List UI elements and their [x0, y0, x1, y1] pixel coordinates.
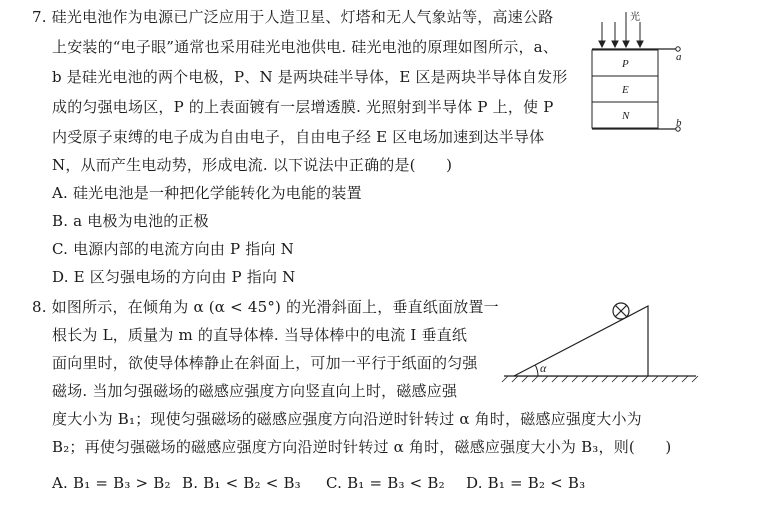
- q8-option-a: A. B₁ = B₃ > B₂: [52, 474, 171, 492]
- q7-option-a: A. 硅光电池是一种把化学能转化为电能的装置: [52, 184, 362, 202]
- terminal-a-label: a: [676, 51, 682, 63]
- q8-line-2: 根长为 L，质量为 m 的直导体棒. 当导体棒中的电流 I 垂直纸: [52, 326, 468, 344]
- q8-line-5: 度大小为 B₁；现使匀强磁场的磁感应强度方向沿逆时针转过 α 角时，磁感应强度大小为: [52, 410, 642, 428]
- q7-option-c: C. 电源内部的电流方向由 P 指向 N: [52, 240, 295, 258]
- q7-option-b: B. a 电极为电池的正极: [52, 212, 209, 230]
- layer-e-label: E: [622, 84, 629, 96]
- conductor-rod: [613, 303, 629, 319]
- q8-option-c: C. B₁ = B₃ < B₂: [326, 474, 445, 492]
- q8-line-4: 磁场. 当加匀强磁场的磁感应强度方向竖直向上时，磁感应强: [52, 382, 458, 400]
- q8-line-3: 面向里时，欲使导体棒静止在斜面上，可加一平行于纸面的匀强: [52, 354, 478, 372]
- angle-label: α: [540, 361, 547, 375]
- incline: [514, 306, 648, 376]
- q7-line-1: 7. 硅光电池作为电源已广泛应用于人造卫星、灯塔和无人气象站等，高速公路: [32, 8, 554, 26]
- layer-n-label: N: [622, 110, 630, 122]
- terminal-b-label: b: [676, 117, 682, 129]
- ground-hatching: [502, 376, 698, 382]
- light-label: 光: [630, 12, 640, 23]
- q8-line-1: 8. 如图所示，在倾角为 α (α < 45°) 的光滑斜面上，垂直纸面放置一: [32, 298, 499, 316]
- q8-option-b: B. B₁ < B₂ < B₃: [182, 474, 301, 492]
- q7-line-6: N，从而产生电动势，形成电流. 以下说法中正确的是( ): [52, 156, 453, 174]
- q7-option-d: D. E 区匀强电场的方向由 P 指向 N: [52, 268, 296, 286]
- q8-option-d: D. B₁ = B₂ < B₃: [466, 474, 586, 492]
- q7-photocell-figure: [578, 6, 688, 146]
- q7-line-4: 成的匀强电场区，P 的上表面镀有一层增透膜. 光照射到半导体 P 上，使 P: [52, 98, 554, 116]
- layer-p-label: P: [622, 58, 629, 70]
- q7-line-2: 上安装的“电子眼”通常也采用硅光电池供电. 硅光电池的原理如图所示，a、: [52, 38, 559, 56]
- q8-incline-figure: [500, 290, 700, 390]
- q7-line-5: 内受原子束缚的电子成为自由电子，自由电子经 E 区电场加速到达半导体: [52, 128, 545, 146]
- q8-line-6: B₂；再使匀强磁场的磁感应强度方向沿逆时针转过 α 角时，磁感应强度大小为 B₃，则( ): [52, 438, 672, 456]
- q7-line-3: b 是硅光电池的两个电极，P、N 是两块硅半导体，E 区是两块半导体自发形: [52, 68, 568, 86]
